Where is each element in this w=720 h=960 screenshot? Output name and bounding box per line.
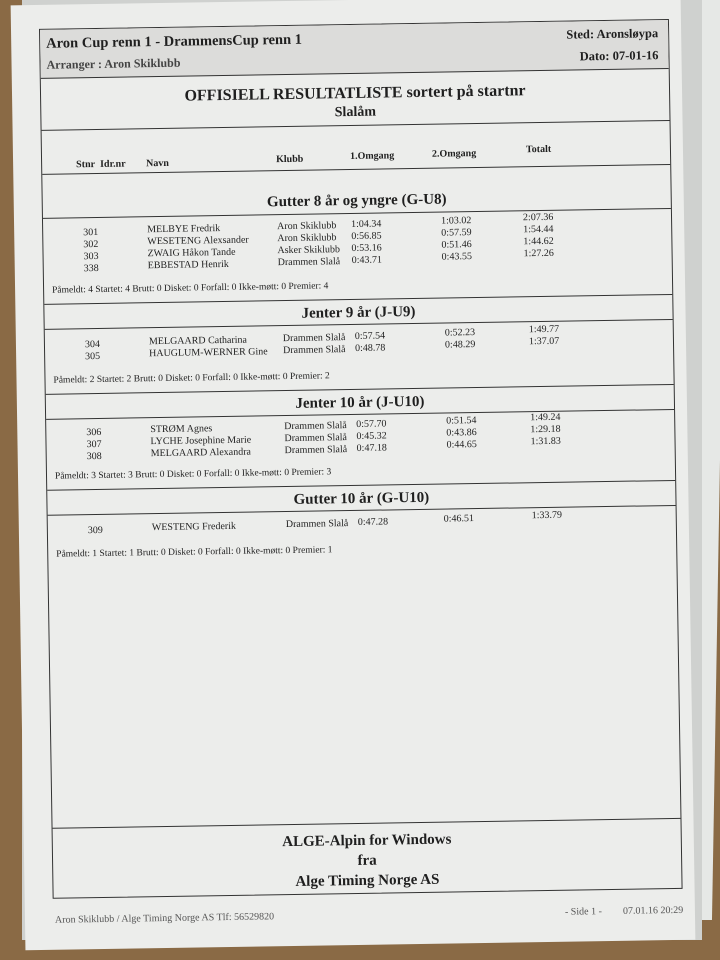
club: Aron Skiklubb <box>277 220 337 233</box>
category-summary: Påmeldt: 3 Startet: 3 Brutt: 0 Disket: 0 Forfall: 0 Ikke-møtt: 0 Premier: 3 <box>54 467 332 482</box>
result-frame <box>39 19 683 899</box>
club: Drammen Slalå <box>282 344 346 357</box>
athlete-name: ZWAIG Håkon Tande <box>147 246 236 260</box>
athlete-name: MELBYE Fredrik <box>147 223 221 236</box>
club: Drammen Slalå <box>284 420 347 433</box>
total-time: 1:49.77 <box>528 323 560 336</box>
organizer: Arranger : Aron Skiklubb <box>46 55 181 72</box>
total-time: 1:37.07 <box>528 335 560 348</box>
category-title: Gutter 10 år (G-U10) <box>293 489 430 508</box>
run1-time: 0:57.70 <box>356 418 387 430</box>
club: Drammen Slalå <box>285 518 349 531</box>
club: Asker Skiklubb <box>277 244 341 257</box>
run1-time: 0:56.85 <box>351 230 382 242</box>
total-time: 1:33.79 <box>531 509 563 522</box>
total-time: 1:44.62 <box>523 235 554 248</box>
stnr: 308 <box>86 450 102 463</box>
club: Drammen Slalå <box>282 332 346 345</box>
run2-time: 0:48.29 <box>444 339 476 351</box>
athlete-name: MELGAARD Alexandra <box>150 446 252 460</box>
club: Drammen Slalå <box>277 256 341 269</box>
run2-time: 0:52.23 <box>444 327 476 339</box>
run2-time: 0:43.86 <box>446 427 477 439</box>
athlete-name: LYCHE Josephine Marie <box>150 434 252 448</box>
stnr: 306 <box>86 426 102 439</box>
category-summary: Påmeldt: 1 Startet: 1 Brutt: 0 Disket: 0 Forfall: 0 Ikke-møtt: 0 Premier: 1 <box>56 545 333 560</box>
col-total: Totalt <box>525 143 552 156</box>
category-summary: Påmeldt: 2 Startet: 2 Brutt: 0 Disket: 0 Forfall: 0 Ikke-møtt: 0 Premier: 2 <box>53 371 330 386</box>
run2-time: 0:51.46 <box>441 239 472 251</box>
run1-time: 0:47.18 <box>356 442 387 454</box>
category-summary: Påmeldt: 4 Startet: 4 Brutt: 0 Disket: 0 Forfall: 0 Ikke-møtt: 0 Premier: 4 <box>52 281 329 296</box>
run2-time: 0:44.65 <box>446 439 477 451</box>
club: Drammen Slalå <box>284 444 348 457</box>
run1-time: 0:45.32 <box>356 430 387 442</box>
col-stnr: Stnr <box>76 159 96 171</box>
category-title: Jenter 9 år (J-U9) <box>301 303 416 322</box>
run1-time: 0:53.16 <box>351 242 382 254</box>
col-run1: 1.Omgang <box>349 150 395 163</box>
col-klubb: Klubb <box>275 153 304 166</box>
category-title: Jenter 10 år (J-U10) <box>295 393 425 412</box>
athlete-name: WESTENG Frederik <box>151 520 237 534</box>
run2-time: 1:03.02 <box>440 215 472 227</box>
result-sheet <box>11 0 696 950</box>
event-header <box>40 20 669 79</box>
athlete-name: WESETENG Alexsander <box>147 234 249 248</box>
divider <box>42 164 670 175</box>
print-timestamp: 07.01.16 20:29 <box>622 904 684 917</box>
software-name: ALGE-Alpin for Windows <box>282 831 452 851</box>
total-time: 1:54.44 <box>523 223 554 236</box>
stnr: 309 <box>87 524 103 537</box>
total-time: 1:29.18 <box>530 423 561 436</box>
run2-time: 0:43.55 <box>441 251 472 263</box>
run1-time: 1:04.34 <box>351 218 382 230</box>
run1-time: 0:48.78 <box>354 342 386 354</box>
divider <box>53 818 681 829</box>
run1-time: 0:43.71 <box>351 254 383 266</box>
total-time: 1:31.83 <box>530 435 561 448</box>
software-vendor: Alge Timing Norge AS <box>295 871 440 890</box>
page-footer-left: Aron Skiklubb / Alge Timing Norge AS Tlf: 56529820 <box>54 911 275 926</box>
col-idrnr: Idr.nr <box>100 158 126 170</box>
run2-time: 0:51.54 <box>446 415 477 427</box>
document-title: OFFISIELL RESULTATLISTE sortert på startnr <box>184 82 526 105</box>
athlete-name: MELGAARD Catharina <box>148 334 248 348</box>
venue: Sted: Aronsløypa <box>566 26 659 42</box>
col-run2: 2.Omgang <box>431 148 477 160</box>
athlete-name: HAUGLUM-WERNER Gine <box>149 346 268 360</box>
event-date: Dato: 07-01-16 <box>579 48 659 64</box>
run2-time: 0:57.59 <box>441 227 472 239</box>
category-title: Gutter 8 år og yngre (G-U8) <box>266 191 447 211</box>
discipline: Slalåm <box>334 104 377 121</box>
stnr: 301 <box>83 226 99 239</box>
stnr: 303 <box>83 250 99 263</box>
stnr: 305 <box>85 350 101 363</box>
stnr: 307 <box>86 438 102 451</box>
stnr: 338 <box>83 262 99 275</box>
total-time: 1:49.24 <box>530 411 561 424</box>
total-time: 2:07.36 <box>522 211 554 224</box>
page-number: - Side 1 - <box>564 906 602 918</box>
stnr: 302 <box>83 238 99 251</box>
software-from: fra <box>357 852 377 869</box>
stnr: 304 <box>84 338 101 351</box>
col-navn: Navn <box>146 157 170 170</box>
athlete-name: STRØM Agnes <box>150 423 213 436</box>
event-title: Aron Cup renn 1 - DrammensCup renn 1 <box>46 31 303 52</box>
run2-time: 0:46.51 <box>443 513 475 525</box>
club: Aron Skiklubb <box>277 232 337 245</box>
total-time: 1:27.26 <box>523 247 554 260</box>
run1-time: 0:47.28 <box>357 516 389 528</box>
club: Drammen Slalå <box>284 432 348 445</box>
athlete-name: EBBESTAD Henrik <box>147 258 229 272</box>
run1-time: 0:57.54 <box>354 330 386 342</box>
